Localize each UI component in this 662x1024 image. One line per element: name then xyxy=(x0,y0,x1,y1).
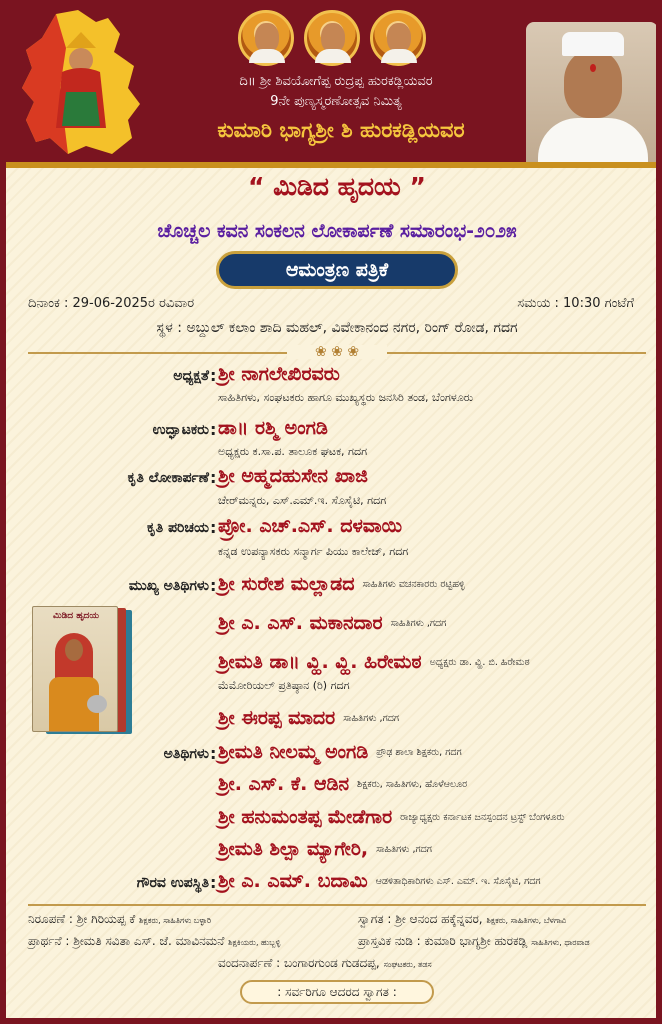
welcome-note: : ಸರ್ವರಿಗೂ ಆದರದ ಸ್ವಾಗತ : xyxy=(240,980,434,1004)
header-title: ಕುಮಾರಿ ಭಾಗ್ಯಶ್ರೀ ಶಿ ಹುರಕಡ್ಲಿಯವರ xyxy=(217,118,465,142)
chief-guest-4: ಶ್ರೀ ಈರಪ್ಪ ಮಾದರ ಸಾಹಿತಿಗಳು ,ಗದಗ xyxy=(218,707,399,729)
chief-guest-1: ಶ್ರೀ ಸುರೇಶ ಮಲ್ಲಾಡದ ಸಾಹಿತಿಗಳು ವಚನಕಾರರು ರಟ್ಟಿಹಳ್ಳಿ xyxy=(218,573,465,595)
chief-guest-2: ಶ್ರೀ ಎ. ಎಸ್. ಮಕಾನದಾರ ಸಾಹಿತಿಗಳು ,ಗದಗ xyxy=(218,612,447,634)
guest-2: ಶ್ರೀ. ಎಸ್. ಕೆ. ಆಡಿನ ಶಿಕ್ಷಕರು, ಸಾಹಿತಿಗಳು, ಹೊಳೆಆಲೂರ xyxy=(218,773,468,795)
divider-ornament: ❀ ❀ ❀ xyxy=(287,345,387,359)
role-honor: ಗೌರವ ಉಪಸ್ಥಿತಿ xyxy=(136,875,209,891)
event-title: ಚೊಚ್ಚಲ ಕವನ ಸಂಕಲನ ಲೋಕಾರ್ಪಣೆ ಸಮಾರಂಭ-೨೦೨೫ xyxy=(157,220,517,242)
book-cover-image xyxy=(32,606,136,736)
person-book-intro: ಪ್ರೋ. ಎಚ್.ಎಸ್. ದಳವಾಯಿ xyxy=(218,515,403,537)
header-line-1: ದಿ॥ ಶ್ರೀ ಶಿವಯೋಗೆಪ್ಪ ರುದ್ರಪ್ಪ ಹುರಕಡ್ಲಿಯವರ xyxy=(239,74,433,89)
chief-guest-3-desc2: ಮೆಮೋರಿಯಲ್ ಪ್ರತಿಷ್ಠಾನ (ರಿ) ಗದಗ xyxy=(218,679,350,692)
footer-vote-of-thanks: ವಂದನಾರ್ಪಣೆ : ಬಂಗಾರಗುಂಡ ಗುಡದಪ್ಪ, ಸಂಘಟಕರು, ತಡಸ xyxy=(218,956,432,970)
portrait-2 xyxy=(304,10,360,66)
chief-guest-1-desc: ಸಾಹಿತಿಗಳು ವಚನಕಾರರು ರಟ್ಟಿಹಳ್ಳಿ xyxy=(362,579,465,590)
desc-inaugurator: ಅಧ್ಯಕ್ಷರು ಕ.ಸಾ.ಪ. ತಾಲೂಕ ಘಟಕ, ಗದಗ xyxy=(218,445,368,458)
role-chief-guests: ಮುಖ್ಯ ಅತಿಥಿಗಳು xyxy=(128,578,209,594)
header-line-2: 9ನೇ ಪುಣ್ಯಸ್ಮರಣೋತ್ಸವ ನಿಮಿತ್ಯ xyxy=(270,94,402,109)
guest-4: ಶ್ರೀಮತಿ ಶಿಲ್ಪಾ ಮ್ಯಾಗೇರಿ, ಸಾಹಿತಿಗಳು ,ಗದಗ xyxy=(218,838,432,860)
portrait-group xyxy=(238,10,428,70)
desc-book-release: ಚೇರ್‌ಮನ್ನರು, ಎಸ್.ಎಮ್.ಇ. ಸೊಸೈಟಿ, ಗದಗ xyxy=(218,494,387,507)
event-date: ದಿನಾಂಕ : 29-06-2025ರ ರವಿವಾರ xyxy=(28,296,195,311)
footer-prayer: ಪ್ರಾರ್ಥನೆ : ಶ್ರೀಮತಿ ಸವಿತಾ ಎಸ್. ಜೆ. ಮಾವಿನಮನೆ ಶಿಕ್ಷಕಿಯರು, ಹುಬ್ಬಳ್ಳಿ xyxy=(28,934,281,948)
role-book-release: ಕೃತಿ ಲೋಕಾರ್ಪಣೆ xyxy=(127,470,209,486)
person-inaugurator: ಡಾ॥ ರಶ್ಮಿ ಅಂಗಡಿ xyxy=(218,417,328,439)
portrait-3 xyxy=(370,10,426,66)
karnataka-map-icon xyxy=(16,8,146,158)
chief-guest-3: ಶ್ರೀಮತಿ ಡಾ॥ ವ್ಹಿ. ವ್ಹಿ. ಹಿರೇಮಠ ಅಧ್ಯಕ್ಷರು ಡಾ. ವ್ಹಿ. ಬಿ. ಹಿರೇಮಠ xyxy=(218,651,530,673)
book-title: “ ಮಿಡಿದ ಹೃದಯ ” xyxy=(248,172,426,201)
person-president: ಶ್ರೀ ನಾಗಲೇಖಿರವರು xyxy=(218,363,340,385)
role-president: ಅಧ್ಯಕ್ಷತೆ xyxy=(173,368,209,384)
desc-president: ಸಾಹಿತಿಗಳು, ಸಂಘಟಕರು ಹಾಗೂ ಮುಖ್ಯಸ್ಥರು ಜನಸಿರಿ ತಂಡ, ಬೆಂಗಳೂರು xyxy=(218,391,474,404)
footer-intro-speech: ಪ್ರಾಸ್ತವಿಕ ನುಡಿ : ಕುಮಾರಿ ಭಾಗ್ಯಶ್ರೀ ಹುರಕಡ್ಲಿ ಸಾಹಿತಿಗಳು, ಧಾರವಾಡ xyxy=(358,934,590,948)
footer-welcome-speech: ಸ್ವಾಗತ : ಶ್ರೀ ಆನಂದ ಹಕ್ಕೆನ್ನವರ, ಶಿಕ್ಷಕರು, ಸಾಹಿತಿಗಳು, ಬೆಳಗಾವಿ xyxy=(358,912,567,926)
guest-3-desc: ರಾಜ್ಯಾಧ್ಯಕ್ಷರು ಕರ್ನಾಟಕ ಜನಸ್ಪಂದನ ಟ್ರಸ್ಟ್ ಬೆಂಗಳೂರು xyxy=(400,812,565,823)
guest-1-desc: ಪ್ರೌಢ ಶಾಲಾ ಶಿಕ್ಷಕರು, ಗದಗ xyxy=(376,747,462,758)
guest-1: ಶ್ರೀಮತಿ ನೀಲಮ್ಮ ಅಂಗಡಿ ಪ್ರೌಢ ಶಾಲಾ ಶಿಕ್ಷಕರು, ಗದಗ xyxy=(218,741,462,763)
guest-3: ಶ್ರೀ ಹನುಮಂತಪ್ಪ ಮೇಡೆಗಾರ ರಾಜ್ಯಾಧ್ಯಕ್ಷರು ಕರ್ನಾಟಕ ಜನಸ್ಪಂದನ ಟ್ರಸ್ಟ್ ಬೆಂಗಳೂರು xyxy=(218,806,565,828)
honor-guest: ಶ್ರೀ ಎ. ಎಮ್. ಬದಾಮಿ ಆಡಳಿತಾಧಿಕಾರಿಗಳು ಎಸ್. ಎಮ್. ಇ. ಸೊಸೈಟಿ, ಗದಗ xyxy=(218,870,541,892)
chief-guest-4-desc: ಸಾಹಿತಿಗಳು ,ಗದಗ xyxy=(343,713,399,724)
role-inaugurator: ಉದ್ಘಾಟಕರು xyxy=(152,422,209,438)
person-book-release: ಶ್ರೀ ಅಹ್ಮದಹುಸೇನ ಖಾಜಿ xyxy=(218,465,368,487)
event-time: ಸಮಯ : 10:30 ಗಂಟೆಗೆ xyxy=(517,296,634,311)
role-book-intro: ಕೃತಿ ಪರಿಚಯ xyxy=(146,520,209,536)
invitation-page: ದಿ॥ ಶ್ರೀ ಶಿವಯೋಗೆಪ್ಪ ರುದ್ರಪ್ಪ ಹುರಕಡ್ಲಿಯವರ 9ನೇ ಪುಣ್ಯಸ್ಮರಣೋತ್ಸವ ನಿಮಿತ್ಯ ಕುಮಾರಿ ಭಾಗ್ಯಶ್ರೀ ಶಿ ಹುರಕಡ್ಲಿಯವರ “ ಮಿಡಿದ ಹೃದಯ ” ಚೊಚ್ಚಲ ಕವನ ಸಂಕಲನ ಲೋಕಾರ್ಪಣೆ ಸಮಾರಂಭ-೨೦೨೫ ಆಮಂತ್ರಣ ಪತ್ರಿಕೆ ದಿನಾಂಕ : 29-06-2025ರ ರವಿವಾರ ಸಮಯ : 10:30 ಗಂಟೆಗೆ ಸ್ಥಳ : ಅಬ್ದುಲ್ ಕಲಾಂ ಶಾದಿ ಮಹಲ್, ವಿವೇಕಾನಂದ ನಗರ, ರಿಂಗ್ ರೋಡ, ಗದಗ ❀ ❀ ❀ ಅಧ್ಯಕ್ಷತೆ : ಶ್ರೀ ನಾಗಲೇಖಿರವರು ಸಾಹಿತಿಗಳು, ಸಂಘಟಕರು ಹಾಗೂ ಮುಖ್ಯಸ್ಥರು ಜನಸಿರಿ ತಂಡ, ಬೆಂಗಳೂರು ಉದ್ಘಾಟಕರು : ಡಾ॥ ರಶ್ಮಿ ಅಂಗಡಿ ಅಧ್ಯಕ್ಷರು ಕ.ಸಾ.ಪ. ತಾಲೂಕ ಘಟಕ, ಗದಗ ಕೃತಿ ಲೋಕಾರ್ಪಣೆ : ಶ್ರೀ ಅಹ್ಮದಹುಸೇನ ಖಾಜಿ ಚೇರ್‌ಮನ್ನರು, ಎಸ್.ಎಮ್.ಇ. ಸೊಸೈಟಿ, ಗದಗ ಕೃತಿ ಪರಿಚಯ : ಪ್ರೋ. ಎಚ್.ಎಸ್. ದಳವಾಯಿ ಕನ್ನಡ ಉಪನ್ಯಾಸಕರು ಸನ್ಮಾರ್ಗ ಪಿಯು ಕಾಲೇಜ್, ಗದಗ ಮುಖ್ಯ ಅತಿಥಿಗಳು : ಶ್ರೀ ಸುರೇಶ ಮಲ್ಲಾಡದ ಸಾಹಿತಿಗಳು ವಚನಕಾರರು ರಟ್ಟಿಹಳ್ಳಿ ಶ್ರೀ ಎ. ಎಸ್. ಮಕಾನದಾರ ಸಾಹಿತಿಗಳು ,ಗದಗ ಶ್ರೀಮತಿ ಡಾ॥ ವ್ಹಿ. ವ್ಹಿ. ಹಿರೇಮಠ ಅಧ್ಯಕ್ಷರು ಡಾ. ವ್ಹಿ. ಬಿ. ಹಿರೇಮಠ ಮೆಮೋರಿಯಲ್ ಪ್ರತಿಷ್ಠಾನ (ರಿ) ಗದಗ ಶ್ರೀ ಈರಪ್ಪ ಮಾದರ ಸಾಹಿತಿಗಳು ,ಗದಗ ಮಿಡಿದ ಹೃದಯ ಅತಿಥಿಗಳು : ಶ್ರೀಮತಿ ನೀಲಮ್ಮ ಅಂಗಡಿ ಪ್ರೌಢ ಶಾಲಾ ಶಿಕ್ಷಕರು, ಗದಗ ಶ್ರೀ. ಎಸ್. ಕೆ. ಆಡಿನ ಶಿಕ್ಷಕರು, ಸಾಹಿತಿಗಳು, ಹೊಳೆಆಲೂರ ಶ್ರೀ ಹನುಮಂತಪ್ಪ ಮೇಡೆಗಾರ ರಾಜ್ಯಾಧ್ಯಕ್ಷರು ಕರ್ನಾಟಕ ಜನಸ್ಪಂದನ ಟ್ರಸ್ಟ್ ಬೆಂಗಳೂರು ಶ್ರೀಮತಿ ಶಿಲ್ಪಾ ಮ್ಯಾಗೇರಿ, ಸಾಹಿತಿಗಳು ,ಗದಗ ಗೌರವ ಉಪಸ್ಥಿತಿ : ಶ್ರೀ ಎ. ಎಮ್. ಬದಾಮಿ ಆಡಳಿತಾಧಿಕಾರಿಗಳು ಎಸ್. ಎಮ್. ಇ. ಸೊಸೈಟಿ, ಗದಗ ನಿರೂಪಣೆ : ಶ್ರೀ ಗಿರಿಯಪ್ಪ ಕೆ ಶಿಕ್ಷಕರು, ಸಾಹಿತಿಗಳು ಬಳ್ಳಾರಿ ಪ್ರಾರ್ಥನೆ : ಶ್ರೀಮತಿ ಸವಿತಾ ಎಸ್. ಜೆ. ಮಾವಿನಮನೆ ಶಿಕ್ಷಕಿಯರು, ಹುಬ್ಬಳ್ಳಿ ಸ್ವಾಗತ : ಶ್ರೀ ಆನಂದ ಹಕ್ಕೆನ್ನವರ, ಶಿಕ್ಷಕರು, ಸಾಹಿತಿಗಳು, ಬೆಳಗಾವಿ ಪ್ರಾಸ್ತವಿಕ ನುಡಿ : ಕುಮಾರಿ ಭಾಗ್ಯಶ್ರೀ ಹುರಕಡ್ಲಿ ಸಾಹಿತಿಗಳು, ಧಾರವಾಡ ವಂದನಾರ್ಪಣೆ : ಬಂಗಾರಗುಂಡ ಗುಡದಪ್ಪ, ಸಂಘಟಕರು, ತಡಸ : ಸರ್ವರಿಗೂ ಆದರದ ಸ್ವಾಗತ : xyxy=(0,0,662,1024)
event-venue: ಸ್ಥಳ : ಅಬ್ದುಲ್ ಕಲಾಂ ಶಾದಿ ಮಹಲ್, ವಿವೇಕಾನಂದ ನಗರ, ರಿಂಗ್ ರೋಡ, ಗದಗ xyxy=(156,320,518,336)
elder-portrait xyxy=(526,22,658,168)
role-guests: ಅತಿಥಿಗಳು xyxy=(163,746,209,762)
guest-4-desc: ಸಾಹಿತಿಗಳು ,ಗದಗ xyxy=(376,844,432,855)
portrait-1 xyxy=(238,10,294,66)
desc-book-intro: ಕನ್ನಡ ಉಪನ್ಯಾಸಕರು ಸನ್ಮಾರ್ಗ ಪಿಯು ಕಾಲೇಜ್, ಗದಗ xyxy=(218,545,409,558)
header-banner xyxy=(6,0,662,168)
guest-2-desc: ಶಿಕ್ಷಕರು, ಸಾಹಿತಿಗಳು, ಹೊಳೆಆಲೂರ xyxy=(357,779,468,790)
chief-guest-3-desc: ಅಧ್ಯಕ್ಷರು ಡಾ. ವ್ಹಿ. ಬಿ. ಹಿರೇಮಠ xyxy=(429,657,530,668)
invitation-label: ಆಮಂತ್ರಣ ಪತ್ರಿಕೆ xyxy=(216,251,458,289)
chief-guest-2-desc: ಸಾಹಿತಿಗಳು ,ಗದಗ xyxy=(390,618,447,629)
divider-bottom xyxy=(28,904,646,906)
book-cover-title: ಮಿಡಿದ ಹೃದಯ xyxy=(53,611,99,621)
honor-guest-desc: ಆಡಳಿತಾಧಿಕಾರಿಗಳು ಎಸ್. ಎಮ್. ಇ. ಸೊಸೈಟಿ, ಗದಗ xyxy=(375,876,541,887)
footer-compere: ನಿರೂಪಣೆ : ಶ್ರೀ ಗಿರಿಯಪ್ಪ ಕೆ ಶಿಕ್ಷಕರು, ಸಾಹಿತಿಗಳು ಬಳ್ಳಾರಿ xyxy=(28,912,212,926)
